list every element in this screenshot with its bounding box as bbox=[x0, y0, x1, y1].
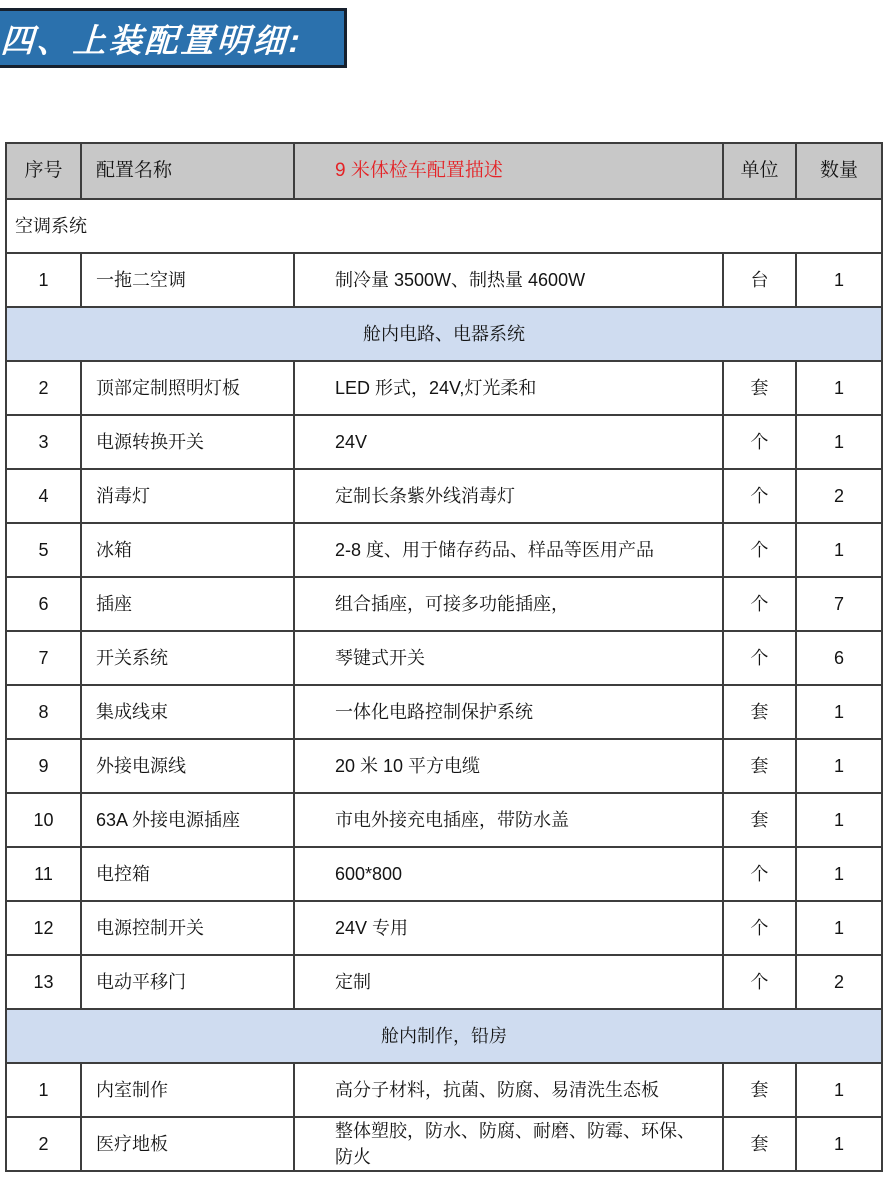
table-row bbox=[6, 577, 882, 631]
row-quantity: 2 bbox=[796, 955, 882, 1009]
row-config-name: 顶部定制照明灯板 bbox=[81, 361, 294, 415]
row-unit: 套 bbox=[723, 739, 796, 793]
table-row bbox=[6, 415, 882, 469]
row-unit: 个 bbox=[723, 523, 796, 577]
row-serial-number: 2 bbox=[6, 361, 81, 415]
row-unit: 个 bbox=[723, 415, 796, 469]
row-unit: 套 bbox=[723, 793, 796, 847]
row-config-name: 电源转换开关 bbox=[81, 415, 294, 469]
section-row bbox=[6, 307, 882, 361]
table-row bbox=[6, 739, 882, 793]
config-table bbox=[5, 142, 883, 1172]
row-quantity: 1 bbox=[796, 685, 882, 739]
table-row bbox=[6, 523, 882, 577]
row-quantity: 1 bbox=[796, 901, 882, 955]
row-quantity: 1 bbox=[796, 1063, 882, 1117]
header-config-name: 配置名称 bbox=[81, 143, 294, 199]
row-config-description: 市电外接充电插座，带防水盖 bbox=[294, 793, 723, 847]
row-serial-number: 1 bbox=[6, 253, 81, 307]
row-config-description: 组合插座，可接多功能插座， bbox=[294, 577, 723, 631]
row-unit: 套 bbox=[723, 685, 796, 739]
row-quantity: 6 bbox=[796, 631, 882, 685]
row-unit: 个 bbox=[723, 631, 796, 685]
row-serial-number: 4 bbox=[6, 469, 81, 523]
row-unit: 套 bbox=[723, 361, 796, 415]
row-config-description: 一体化电路控制保护系统 bbox=[294, 685, 723, 739]
row-serial-number: 2 bbox=[6, 1117, 81, 1171]
row-serial-number: 5 bbox=[6, 523, 81, 577]
row-config-name: 开关系统 bbox=[81, 631, 294, 685]
row-quantity: 1 bbox=[796, 1117, 882, 1171]
table-row bbox=[6, 361, 882, 415]
table-row bbox=[6, 631, 882, 685]
row-config-description: 2-8 度、用于储存药品、样品等医用产品 bbox=[294, 523, 723, 577]
table-row bbox=[6, 685, 882, 739]
row-quantity: 1 bbox=[796, 739, 882, 793]
table-row bbox=[6, 793, 882, 847]
row-quantity: 1 bbox=[796, 793, 882, 847]
config-table-body bbox=[6, 199, 882, 1171]
table-row bbox=[6, 253, 882, 307]
row-config-name: 63A 外接电源插座 bbox=[81, 793, 294, 847]
row-serial-number: 1 bbox=[6, 1063, 81, 1117]
row-quantity: 1 bbox=[796, 523, 882, 577]
row-config-name: 消毒灯 bbox=[81, 469, 294, 523]
section-label: 舱内电路、电器系统 bbox=[6, 307, 882, 361]
header-config-description: 9 米体检车配置描述 bbox=[294, 143, 723, 199]
row-config-name: 外接电源线 bbox=[81, 739, 294, 793]
section-row bbox=[6, 1009, 882, 1063]
row-quantity: 2 bbox=[796, 469, 882, 523]
row-unit: 个 bbox=[723, 577, 796, 631]
row-config-name: 电控箱 bbox=[81, 847, 294, 901]
section-label: 空调系统 bbox=[6, 199, 882, 253]
row-unit: 个 bbox=[723, 847, 796, 901]
row-serial-number: 9 bbox=[6, 739, 81, 793]
table-header-row bbox=[6, 143, 882, 199]
row-unit: 套 bbox=[723, 1117, 796, 1171]
row-config-name: 冰箱 bbox=[81, 523, 294, 577]
section-title-banner bbox=[0, 8, 347, 68]
row-serial-number: 11 bbox=[6, 847, 81, 901]
row-quantity: 1 bbox=[796, 253, 882, 307]
table-row bbox=[6, 901, 882, 955]
table-row bbox=[6, 1063, 882, 1117]
row-unit: 个 bbox=[723, 469, 796, 523]
row-serial-number: 3 bbox=[6, 415, 81, 469]
row-serial-number: 10 bbox=[6, 793, 81, 847]
header-unit: 单位 bbox=[723, 143, 796, 199]
table-row bbox=[6, 469, 882, 523]
row-config-description: 高分子材料，抗菌、防腐、易清洗生态板 bbox=[294, 1063, 723, 1117]
row-config-name: 电源控制开关 bbox=[81, 901, 294, 955]
row-config-description: 24V 专用 bbox=[294, 901, 723, 955]
row-config-description: 定制 bbox=[294, 955, 723, 1009]
row-config-description: 600*800 bbox=[294, 847, 723, 901]
row-serial-number: 8 bbox=[6, 685, 81, 739]
row-config-description: 制冷量 3500W、制热量 4600W bbox=[294, 253, 723, 307]
table-row bbox=[6, 955, 882, 1009]
row-config-description: 整体塑胶，防水、防腐、耐磨、防霉、环保、防火 bbox=[294, 1117, 723, 1171]
header-serial-number: 序号 bbox=[6, 143, 81, 199]
table-row bbox=[6, 1117, 882, 1171]
row-quantity: 7 bbox=[796, 577, 882, 631]
row-quantity: 1 bbox=[796, 415, 882, 469]
row-config-description: 琴键式开关 bbox=[294, 631, 723, 685]
section-row bbox=[6, 199, 882, 253]
row-config-name: 电动平移门 bbox=[81, 955, 294, 1009]
row-config-description: 20 米 10 平方电缆 bbox=[294, 739, 723, 793]
row-config-description: LED 形式，24V,灯光柔和 bbox=[294, 361, 723, 415]
row-config-name: 一拖二空调 bbox=[81, 253, 294, 307]
row-quantity: 1 bbox=[796, 847, 882, 901]
row-quantity: 1 bbox=[796, 361, 882, 415]
row-config-name: 医疗地板 bbox=[81, 1117, 294, 1171]
row-unit: 台 bbox=[723, 253, 796, 307]
row-config-description: 24V bbox=[294, 415, 723, 469]
section-title: 四、上装配置明细: bbox=[0, 21, 304, 59]
row-serial-number: 7 bbox=[6, 631, 81, 685]
section-label: 舱内制作，铅房 bbox=[6, 1009, 882, 1063]
row-unit: 套 bbox=[723, 1063, 796, 1117]
row-serial-number: 12 bbox=[6, 901, 81, 955]
row-unit: 个 bbox=[723, 955, 796, 1009]
table-row bbox=[6, 847, 882, 901]
row-config-description: 定制长条紫外线消毒灯 bbox=[294, 469, 723, 523]
row-config-name: 插座 bbox=[81, 577, 294, 631]
row-serial-number: 6 bbox=[6, 577, 81, 631]
header-quantity: 数量 bbox=[796, 143, 882, 199]
row-config-name: 集成线束 bbox=[81, 685, 294, 739]
row-serial-number: 13 bbox=[6, 955, 81, 1009]
row-config-name: 内室制作 bbox=[81, 1063, 294, 1117]
row-unit: 个 bbox=[723, 901, 796, 955]
